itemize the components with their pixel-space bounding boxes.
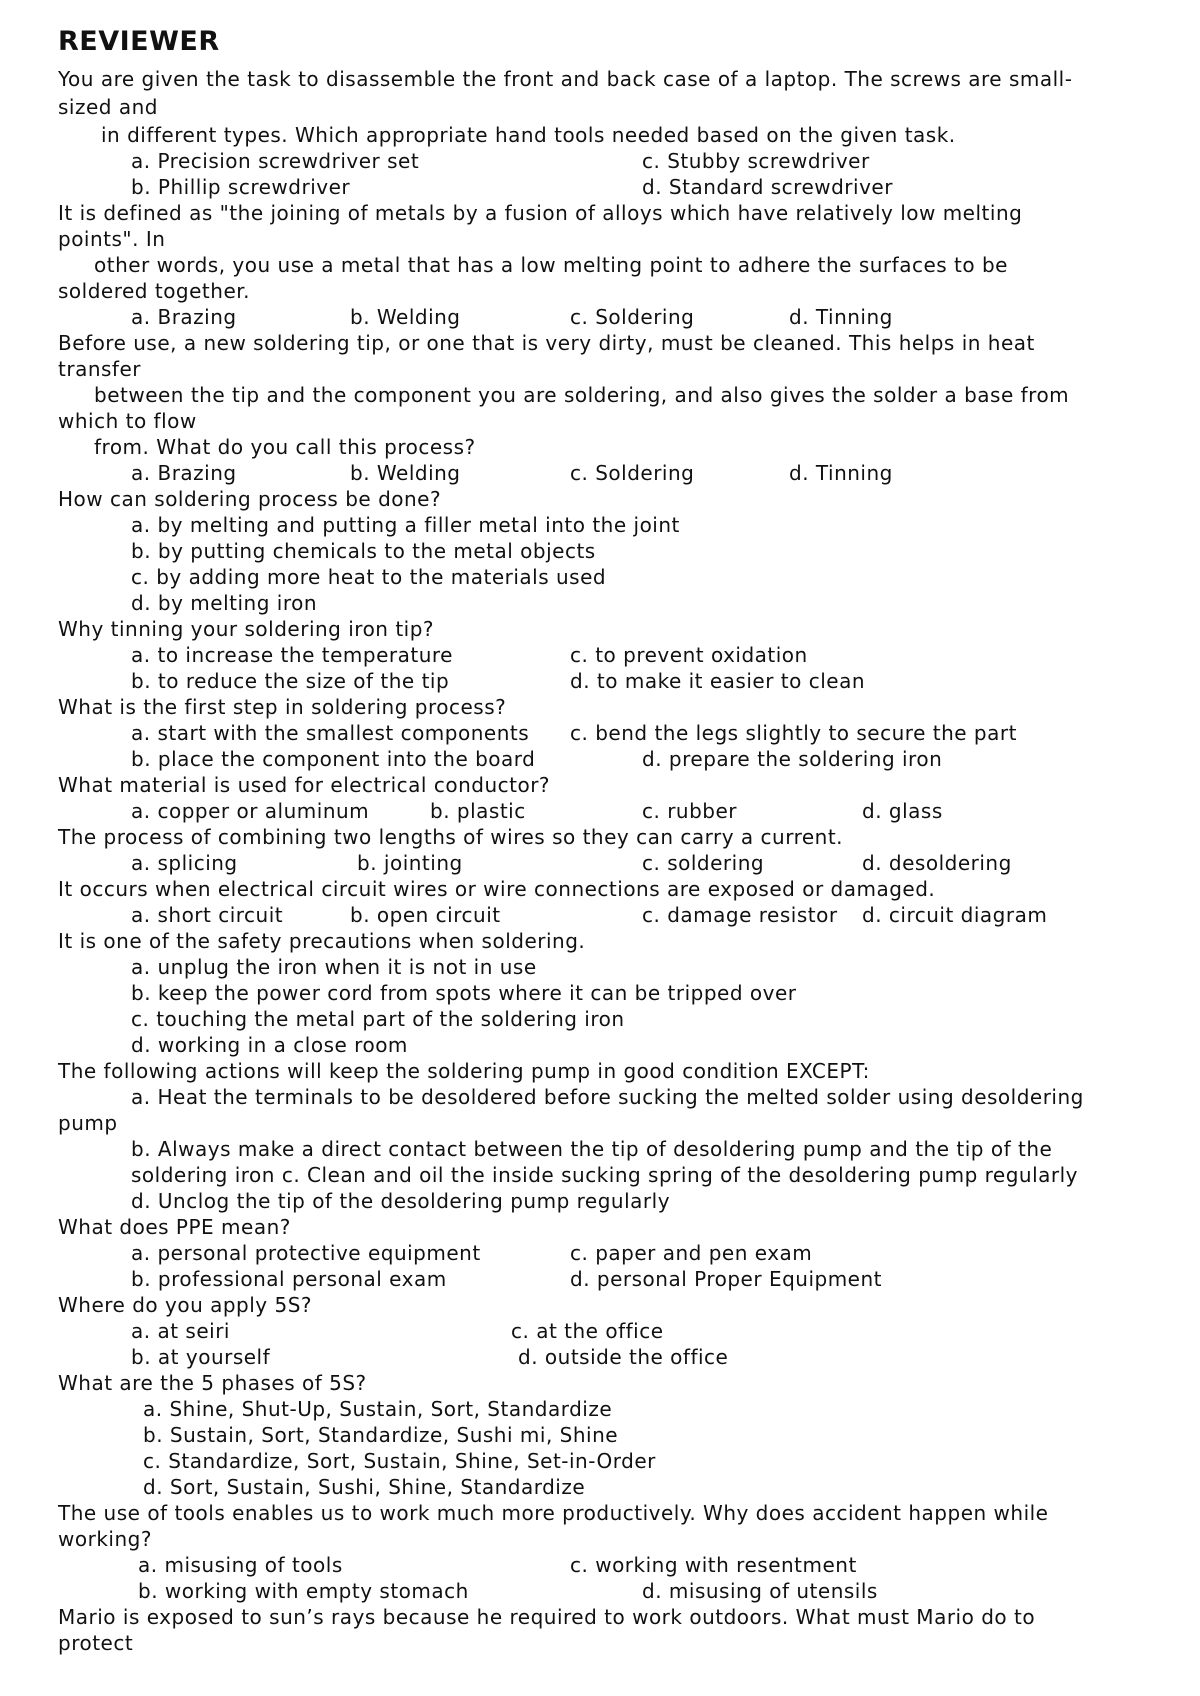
question-12-choice-a: a. personal protective equipment	[131, 1241, 481, 1265]
question-8-text: The process of combining two lengths of wires so they can carry a current.	[58, 825, 844, 849]
question-14-choice-d: d. Sort, Sustain, Sushi, Shine, Standardize	[143, 1475, 586, 1499]
question-1-choice-b: b. Phillip screwdriver	[131, 175, 351, 199]
question-8-choice-d: d. desoldering	[862, 851, 1012, 875]
question-11-choice-b: soldering iron c. Clean and oil the inside sucking spring of the desoldering pump regularly	[131, 1163, 1079, 1187]
question-15-text: working?	[58, 1527, 152, 1551]
question-13-choice-b: b. at yourself	[131, 1345, 271, 1369]
question-16-text: protect	[58, 1631, 134, 1655]
question-16-text: Mario is exposed to sun’s rays because he required to work outdoors. What must Mario do to	[58, 1605, 1036, 1629]
question-4-choice-c: c. by adding more heat to the materials used	[131, 565, 607, 589]
question-10-choice-a: a. unplug the iron when it is not in use	[131, 955, 537, 979]
question-13-choice-c: c. at the office	[511, 1319, 664, 1343]
question-1-text: sized and	[58, 95, 158, 119]
question-2-choice-c: c. Soldering	[570, 305, 695, 329]
question-3-choice-d: d. Tinning	[789, 461, 893, 485]
question-10-text: It is one of the safety precautions when soldering.	[58, 929, 586, 953]
question-3-text: from. What do you call this process?	[94, 435, 476, 459]
question-9-choice-d: d. circuit diagram	[862, 903, 1048, 927]
question-13-text: Where do you apply 5S?	[58, 1293, 313, 1317]
question-9-choice-b: b. open circuit	[350, 903, 501, 927]
question-1-text: You are given the task to disassemble the front and back case of a laptop. The screws are small-	[58, 67, 1073, 91]
question-5-choice-a: a. to increase the temperature	[131, 643, 453, 667]
question-2-text: soldered together.	[58, 279, 250, 303]
question-11-choice-d: d. Unclog the tip of the desoldering pump regularly	[131, 1189, 671, 1213]
question-11-choice-a: a. Heat the terminals to be desoldered before sucking the melted solder using desoldering	[131, 1085, 1084, 1109]
question-6-choice-b: b. place the component into the board	[131, 747, 536, 771]
question-8-choice-a: a. splicing	[131, 851, 238, 875]
question-14-choice-b: b. Sustain, Sort, Standardize, Sushi mi, Shine	[143, 1423, 619, 1447]
question-15-choice-b: b. working with empty stomach	[138, 1579, 469, 1603]
question-14-text: What are the 5 phases of 5S?	[58, 1371, 367, 1395]
question-1-text: in different types. Which appropriate hand tools needed based on the given task.	[101, 123, 956, 147]
question-1-choice-d: d. Standard screwdriver	[642, 175, 893, 199]
question-9-choice-c: c. damage resistor	[642, 903, 838, 927]
question-12-choice-d: d. personal Proper Equipment	[570, 1267, 883, 1291]
question-2-text: points". In	[58, 227, 166, 251]
question-6-choice-c: c. bend the legs slightly to secure the part	[570, 721, 1017, 745]
question-6-text: What is the first step in soldering process?	[58, 695, 507, 719]
question-4-text: How can soldering process be done?	[58, 487, 442, 511]
question-8-choice-c: c. soldering	[642, 851, 765, 875]
question-14-choice-c: c. Standardize, Sort, Sustain, Shine, Set-in-Order	[143, 1449, 656, 1473]
question-9-text: It occurs when electrical circuit wires or wire connections are exposed or damaged.	[58, 877, 936, 901]
question-15-text: The use of tools enables us to work much more productively. Why does accident happen while	[58, 1501, 1049, 1525]
question-12-choice-b: b. professional personal exam	[131, 1267, 447, 1291]
question-11-choice-a: pump	[58, 1111, 118, 1135]
question-7-choice-b: b. plastic	[430, 799, 526, 823]
question-1-choice-a: a. Precision screwdriver set	[131, 149, 420, 173]
question-4-choice-b: b. by putting chemicals to the metal objects	[131, 539, 596, 563]
question-3-choice-a: a. Brazing	[131, 461, 237, 485]
question-2-choice-d: d. Tinning	[789, 305, 893, 329]
question-10-choice-d: d. working in a close room	[131, 1033, 408, 1057]
question-15-choice-a: a. misusing of tools	[138, 1553, 343, 1577]
question-3-choice-c: c. Soldering	[570, 461, 695, 485]
question-15-choice-c: c. working with resentment	[570, 1553, 857, 1577]
question-5-text: Why tinning your soldering iron tip?	[58, 617, 435, 641]
question-11-text: The following actions will keep the soldering pump in good condition EXCEPT:	[58, 1059, 870, 1083]
page-title: REVIEWER	[58, 26, 220, 57]
question-11-choice-b: b. Always make a direct contact between the tip of desoldering pump and the tip of the	[131, 1137, 1053, 1161]
question-2-choice-b: b. Welding	[350, 305, 461, 329]
question-9-choice-a: a. short circuit	[131, 903, 284, 927]
question-13-choice-a: a. at seiri	[131, 1319, 230, 1343]
question-3-text: transfer	[58, 357, 141, 381]
question-3-text: which to flow	[58, 409, 197, 433]
question-15-choice-d: d. misusing of utensils	[642, 1579, 878, 1603]
question-14-choice-a: a. Shine, Shut-Up, Sustain, Sort, Standardize	[143, 1397, 613, 1421]
question-1-choice-c: c. Stubby screwdriver	[642, 149, 870, 173]
question-7-choice-a: a. copper or aluminum	[131, 799, 370, 823]
question-3-text: Before use, a new soldering tip, or one that is very dirty, must be cleaned. This helps in heat	[58, 331, 1035, 355]
question-3-choice-b: b. Welding	[350, 461, 461, 485]
question-5-choice-c: c. to prevent oxidation	[570, 643, 808, 667]
question-6-choice-d: d. prepare the soldering iron	[642, 747, 943, 771]
question-7-text: What material is used for electrical conductor?	[58, 773, 551, 797]
question-2-choice-a: a. Brazing	[131, 305, 237, 329]
question-2-text: other words, you use a metal that has a low melting point to adhere the surfaces to be	[94, 253, 1008, 277]
question-4-choice-a: a. by melting and putting a filler metal into the joint	[131, 513, 680, 537]
question-12-text: What does PPE mean?	[58, 1215, 291, 1239]
question-10-choice-b: b. keep the power cord from spots where it can be tripped over	[131, 981, 797, 1005]
question-5-choice-d: d. to make it easier to clean	[570, 669, 866, 693]
question-6-choice-a: a. start with the smallest components	[131, 721, 530, 745]
question-2-text: It is defined as "the joining of metals by a fusion of alloys which have relatively low melting	[58, 201, 1023, 225]
question-4-choice-d: d. by melting iron	[131, 591, 318, 615]
question-5-choice-b: b. to reduce the size of the tip	[131, 669, 450, 693]
question-3-text: between the tip and the component you are soldering, and also gives the solder a base from	[94, 383, 1070, 407]
question-7-choice-d: d. glass	[862, 799, 943, 823]
question-7-choice-c: c. rubber	[642, 799, 738, 823]
question-10-choice-c: c. touching the metal part of the soldering iron	[131, 1007, 625, 1031]
question-13-choice-d: d. outside the office	[518, 1345, 729, 1369]
question-12-choice-c: c. paper and pen exam	[570, 1241, 813, 1265]
question-8-choice-b: b. jointing	[357, 851, 463, 875]
